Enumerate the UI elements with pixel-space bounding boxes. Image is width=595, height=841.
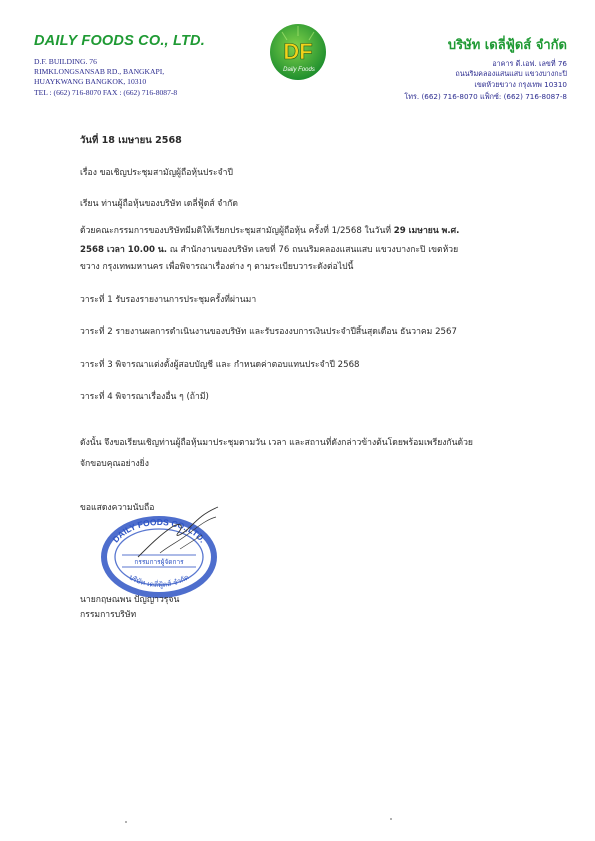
agenda-item-2: วาระที่ 2 รายงานผลการดำเนินงานของบริษัท และรับรองงบการเงินประจำปีสิ้นสุดเดือน ธันวาคม 2567	[80, 327, 457, 337]
signer-title: กรรมการบริษัท	[80, 610, 137, 620]
letter-subject: เรื่อง ขอเชิญประชุมสามัญผู้ถือหุ้นประจำปี	[80, 168, 233, 178]
stamp-outer-text: DAILY FOODS CO.,LTD.	[110, 516, 208, 545]
intro-line-2-text: ณ สำนักงานของบริษัท เลขที่ 76 ถนนริมคลองแสนแสบ แขวงบางกะปิ เขตห้วย	[167, 245, 459, 255]
daily-foods-logo	[268, 22, 328, 82]
address-en-line-2: RIMKLONGSANSAB RD., BANGKAPI,	[34, 67, 165, 76]
address-th-line-1: อาคาร ดี.เอฟ. เลขที่ 76	[492, 59, 567, 68]
address-en-line-4: TEL : (662) 716-8070 FAX : (662) 716-8087-8	[34, 88, 178, 97]
meeting-date: 29 เมษายน พ.ศ.	[393, 226, 460, 236]
closing-line-2: จักขอบคุณอย่างยิ่ง	[80, 459, 149, 469]
stamp-inner-text: กรรมการผู้จัดการ	[134, 558, 184, 566]
scan-speck	[390, 818, 392, 820]
scan-speck	[125, 821, 127, 823]
address-th-line-3: เขตห้วยขวาง กรุงเทพ 10310	[474, 80, 567, 89]
intro-line-2	[80, 242, 458, 256]
meeting-year-time: 2568 เวลา 10.00 น.	[80, 245, 168, 255]
logo-mark: DF	[283, 39, 313, 64]
company-name-en: DAILY FOODS CO., LTD.	[34, 33, 205, 49]
agenda-item-3: วาระที่ 3 พิจารณาแต่งตั้งผู้สอบบัญชี และ กำหนดค่าตอบแทนประจำปี 2568	[80, 360, 360, 370]
address-en-line-1: D.F. BUILDING. 76	[34, 57, 97, 66]
agenda-item-4: วาระที่ 4 พิจารณาเรื่องอื่น ๆ (ถ้ามี)	[80, 392, 209, 402]
company-name-th: บริษัท เดลี่ฟู้ดส์ จำกัด	[447, 38, 567, 53]
intro-line-1-text: ด้วยคณะกรรมการของบริษัทมีมติให้เรียกประชุมสามัญผู้ถือหุ้น ครั้งที่ 1/2568 ในวันที่	[80, 226, 394, 236]
agenda-item-1: วาระที่ 1 รับรองรายงานการประชุมครั้งที่ผ่านมา	[80, 295, 257, 305]
address-en-line-3: HUAYKWANG BANGKOK, 10310	[34, 77, 147, 86]
stamp-bottom-text: บริษัท เดลี่ฟู้ดส์ จำกัด	[127, 573, 191, 589]
regards-text: ขอแสดงความนับถือ	[80, 503, 155, 513]
address-th-line-4: โทร. (662) 716-8070 แฟ็กซ์: (662) 716-8087-8	[404, 92, 567, 101]
closing-line-1: ดังนั้น จึงขอเรียนเชิญท่านผู้ถือหุ้นมาประชุมตามวัน เวลา และสถานที่ดังกล่าวข้างต้นโดยพร้อมเพรียงกันด้วย	[80, 438, 473, 448]
intro-line-1	[80, 223, 459, 237]
letter-recipient: เรียน ท่านผู้ถือหุ้นของบริษัท เดลี่ฟู้ดส์ จำกัด	[80, 199, 238, 209]
address-th-line-2: ถนนริมคลองแสนแสบ แขวงบางกะปิ	[455, 69, 567, 78]
intro-line-3: ขวาง กรุงเทพมหานคร เพื่อพิจารณาเรื่องต่าง ๆ ตามระเบียบวาระดังต่อไปนี้	[80, 262, 354, 272]
letter-date: วันที่ 18 เมษายน 2568	[80, 135, 182, 146]
signer-name: นายกฤษณพน ปัญญาวรุจน	[80, 595, 180, 605]
handwritten-signature	[130, 505, 225, 565]
logo-caption: Daily Foods	[283, 67, 315, 73]
